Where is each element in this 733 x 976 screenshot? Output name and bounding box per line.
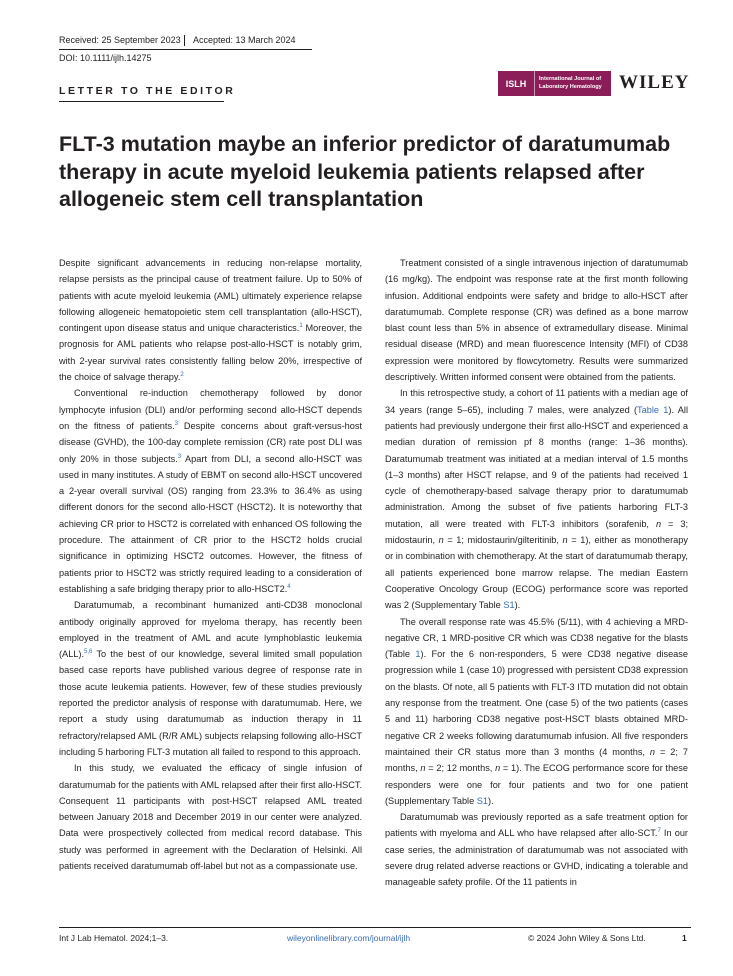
text: To the best of our knowledge, several limited small population based case reports have published various degree of response rate in those acute leukemia patients. However, few of these studies previously reported the predictor analysis of response with daratumumab. Here, we report a study using daratumumab as induction therapy in 11 refractory/relapsed AML (R/R AML) subjects relapsing following allo-HSCT including 5 harboring FLT-3 mutation all failed to respond to this approach. [59, 649, 362, 757]
text: = 2; 12 months, [425, 763, 496, 774]
reference-link[interactable]: 1 [299, 323, 303, 330]
footer-rule [59, 927, 691, 928]
text: Daratumumab, a recombinant humanized anti-CD38 monoclonal antibody originally approved for myeloma therapy, has recently been employed in the treatment of AML and acute lymphoblastic leukemia (ALL). [59, 600, 362, 660]
text: = 1; midostaurin/gilteritinib, [443, 535, 563, 546]
text: ). For the 6 non-responders, 5 were CD38 negative disease progression while 1 (case 10) progressed with persistent CD38 expression on the blasts. Of note, all 5 patients with FLT-3 ITD mutation did not obtain any response from the treatment. One (case 5) of the two patients (cases 5 and 11) harboring CD38 negative post-HSCT blasts obtained MRD-negative CR 2 weeks following daratumumab infusion. All five responders maintained their CR status more than 3 months (4 months, [385, 649, 688, 757]
left-column [59, 255, 362, 874]
footer-copyright: © 2024 John Wiley & Sons Ltd. [528, 933, 646, 943]
math-n: n [649, 746, 656, 757]
reference-link[interactable]: 7 [657, 828, 661, 835]
text: = 1). The ECOG performance score for these responders were one for four patients and two for one patient (Supplementary Table [385, 763, 688, 806]
text: ). [514, 600, 521, 611]
section-rule [59, 101, 224, 102]
text: Despite significant advancements in reducing non-relapse mortality, relapse persists as the principal cause of treatment failure. Up to 50% of patients with acute myeloid leukemia (AML) ultimately experience relapse following allogeneic hematopoietic stem cell transplantation (allo-HSCT), contingent upon disease status and unique characteristics. [59, 258, 362, 334]
right-column [385, 255, 688, 891]
page-number: 1 [682, 933, 687, 943]
reference-link[interactable]: 4 [287, 583, 291, 590]
text: The overall response rate was 45.5% (5/11), with 4 achieving a MRD-negative CR, 1 MRD-positive CR which was CD38 negative for the blasts (Table [385, 616, 688, 660]
text: = 1), either as monotherapy or in combination with chemotherapy. At the start of daratumumab therapy, all patients experienced bone marrow relapse. The median Eastern Cooperative Oncology Group (ECOG) performance score was reported was 2 (Supplementary Table [385, 535, 688, 611]
reference-link[interactable]: 5,6 [84, 649, 93, 656]
text: Daratumumab was previously reported as a safe treatment option for patients with myeloma and ALL who have relapsed after allo-SCT. [385, 812, 688, 839]
paragraph-7 [385, 614, 688, 810]
journal-logo-text [535, 76, 602, 91]
reference-link[interactable]: 3 [174, 420, 178, 427]
islh-logo-mark: ISLH [498, 71, 535, 96]
footer-journal-link[interactable]: wileyonlinelibrary.com/journal/ijlh [287, 933, 411, 943]
math-n: n [438, 535, 444, 546]
text: = 3; midostaurin, [385, 518, 688, 546]
paragraph-5: Treatment consisted of a single intravenous injection of daratumumab (16 mg/kg). The endpoint was response rate at the first month following infusion. Additional endpoints were safety and bridge to allo-HSCT after daratumumab. Complete response (CR) was defined as a bone marrow blast count less than 5% in absence of extramedullary disease. Minimal residual disease (MRD) and mean fluorescence Intensity (MFI) of CD38 expression were monitored by flowcytometry. Results were summarized descriptively. Written informed consent were obtained from the patients. [385, 258, 688, 383]
journal-logo-line1: International Journal of [539, 76, 602, 82]
text: Conventional re-induction chemotherapy followed by donor lymphocyte infusion (DLI) and/or performing second allo-HSCT depends on the fitness of patients. [59, 388, 362, 431]
text: = 2; 7 months, [385, 746, 689, 774]
reference-link[interactable]: 3 [177, 453, 182, 460]
paragraph-8 [385, 809, 688, 890]
publisher-logo[interactable]: WILEY [619, 72, 690, 93]
doi[interactable]: DOI: 10.1111/ijlh.14275 [59, 53, 152, 63]
math-n: n [495, 763, 501, 774]
reference-link[interactable]: 2 [180, 372, 184, 379]
text: Despite concerns about graft-versus-host disease (GVHD), the 100-day complete remission (CR) rate post DLI was only 20% in those subjects. [59, 420, 362, 464]
accepted-date: Accepted: 13 March 2024 [193, 35, 296, 45]
supplement-link[interactable]: S1 [476, 795, 489, 806]
journal-logo-line2: Laboratory Hematology [539, 83, 602, 90]
math-n: n [420, 763, 426, 774]
table-link[interactable]: Table 1 [637, 404, 669, 415]
supplement-link[interactable]: S1 [503, 600, 515, 611]
article-title: FLT-3 mutation maybe an inferior predictor of daratumumab therapy in acute myeloid leukemia patients relapsed after allogeneic stem cell transplantation [59, 132, 671, 211]
text: Apart from DLI, a second allo-HSCT was used in many institutes. A study of EBMT on second allo-HSCT uncovered a 2-year overall survival (OS) ranging from 23.3% to 36.4% as using different donors for the second allo-HSCT (HSCT2). It is noteworthy that achieving CR prior to HSCT2 is correlated with enhanced OS following the procedure. The attainment of CR prior to the HSCT2 holds crucial significance in optimizing HSCT2 outcomes. However, the fitness of patients prior to HSCT2 was strictly required leading to a consideration of establishing a safe bridging therapy prior to allo-HSCT2. [59, 453, 362, 594]
section-label: LETTER TO THE EDITOR [59, 85, 236, 97]
paragraph-1 [59, 255, 362, 385]
paragraph-6 [385, 385, 688, 613]
text: In this retrospective study, a cohort of 11 patients with a median age of 34 years (range 5–65), including 7 males, were analyzed ( [385, 388, 688, 415]
paragraph-2 [59, 385, 362, 597]
text: ). [488, 795, 494, 806]
text: Moreover, the prognosis for AML patients who relapse post-allo-HSCT is notably grim, with 2-year survival rates consistently falling below 20%, irrespective of the choice of salvage therapy. [59, 323, 362, 383]
paragraph-4: In this study, we evaluated the efficacy of single infusion of daratumumab for the patients with AML relapsed after their first allo-HSCT. Consequent 11 participants with post-HSCT relapsed AML treated between January 2018 and December 2019 in our center were analyzed. Data were prospectively collected from medical record database. This study was performed in agreement with the Declaration of Helsinki. All patients received daratumumab off-label but not as a compassionate use. [59, 763, 362, 871]
journal-logo[interactable] [498, 71, 611, 96]
paragraph-3 [59, 597, 362, 760]
text: In our case series, the administration of daratumumab was not associated with severe drug related adverse reactions or GVHD, indicating a tolerable and manageable safety profile. Of the 11 patients in [385, 828, 688, 888]
received-date: Received: 25 September 2023 [59, 35, 181, 45]
header-rule [59, 49, 312, 50]
math-n: n [562, 535, 568, 546]
footer-citation: Int J Lab Hematol. 2024;1–3. [59, 933, 169, 943]
math-n: n [655, 518, 662, 529]
table-link[interactable]: 1 [415, 649, 421, 660]
text: ). All patients had previously undergone their first allo-HSCT and experienced a median duration of remission pf 8 months (range: 1–36 months). Daratumumab treatment was initiated at a median interval of 1.5 months (1–3 months) after HSCT relapse, and 9 of the patients had received 1 cycle of chemotherapy-based salvage therapy prior to daratumumab administration. Among the subset of five patients harboring FLT-3 mutation, all were treated with FLT-3 inhibitors (sorafenib, [385, 404, 689, 529]
header-divider [184, 35, 185, 46]
